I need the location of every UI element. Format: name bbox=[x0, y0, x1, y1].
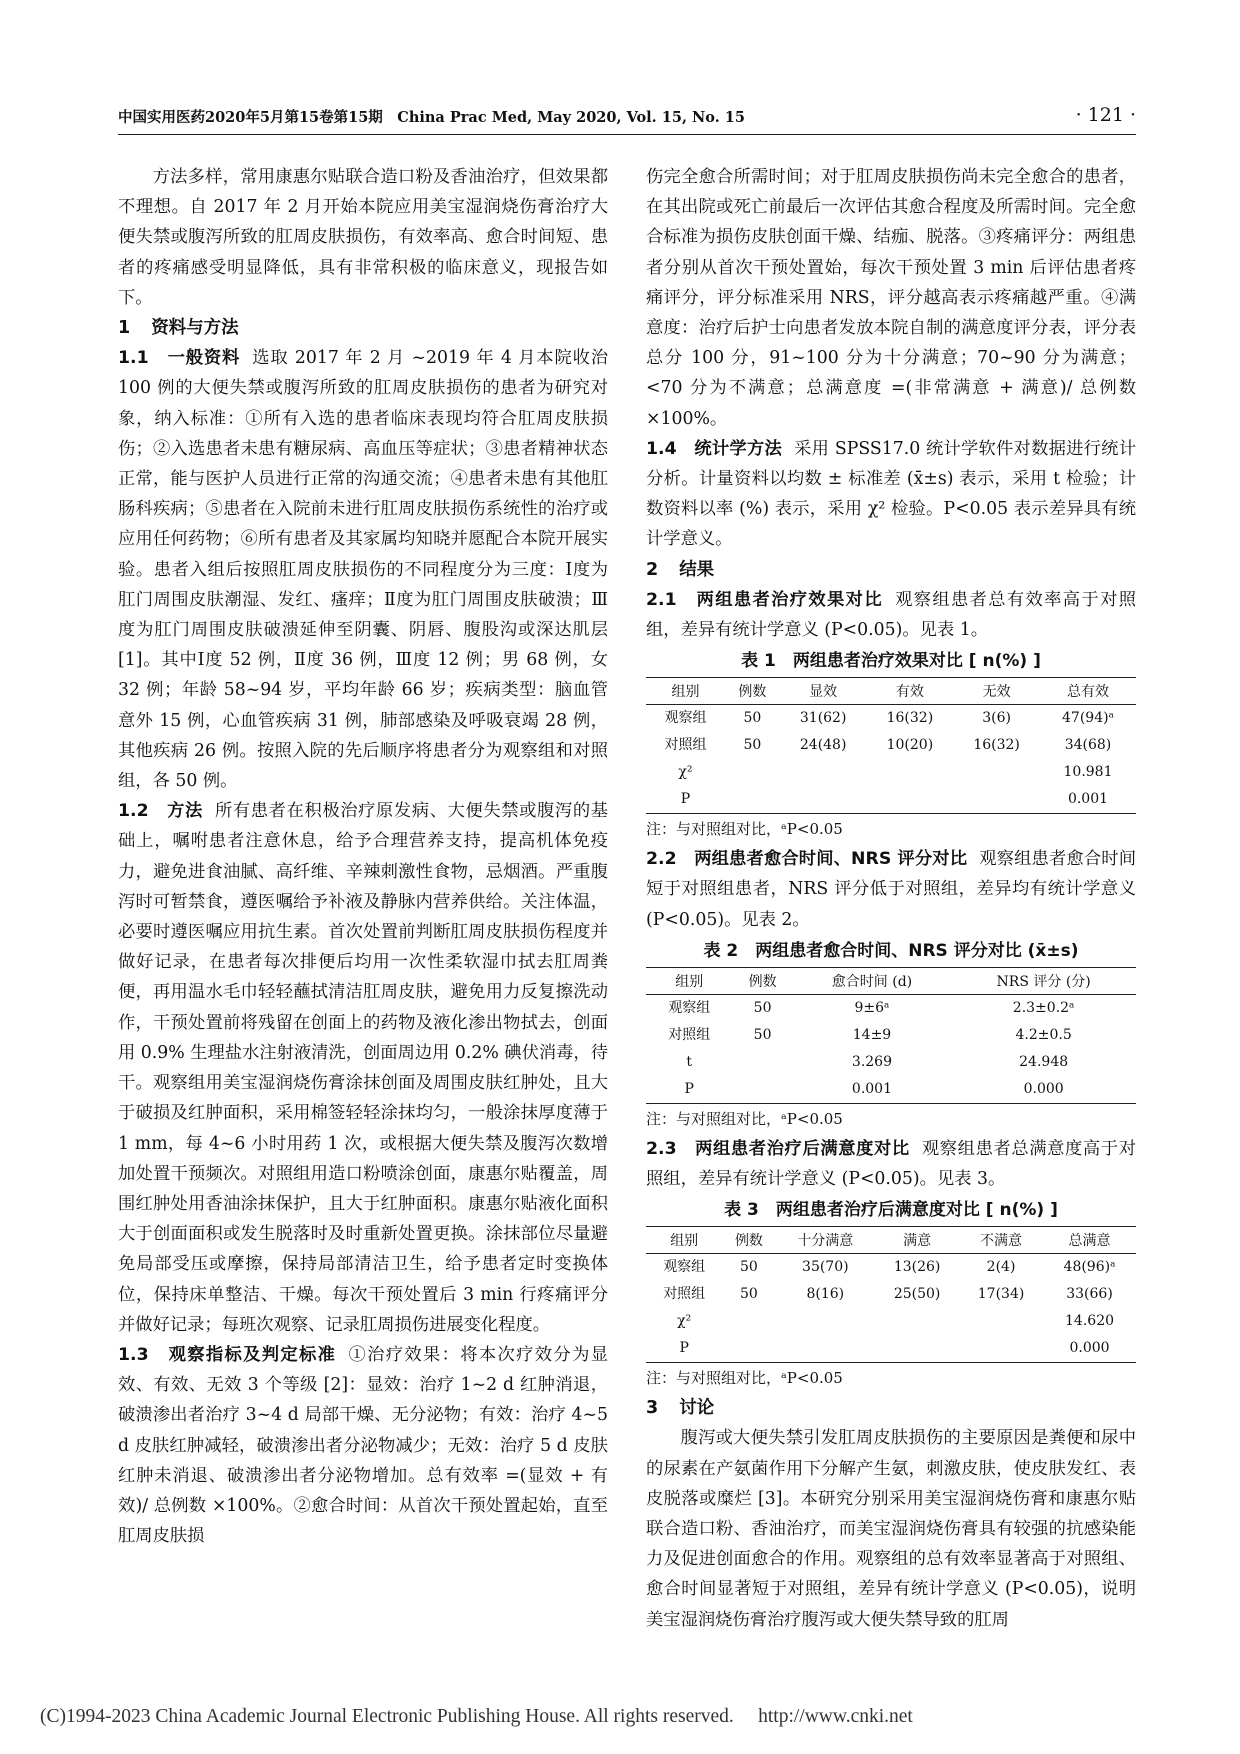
table-cell bbox=[725, 786, 780, 814]
table-3-note: 注：与对照组对比，ᵃP<0.05 bbox=[646, 1369, 843, 1388]
table-cell bbox=[867, 786, 954, 814]
table-3 bbox=[646, 1226, 1136, 1363]
section-3-heading: 3 讨论 bbox=[646, 1398, 715, 1419]
running-header bbox=[118, 104, 1136, 135]
section-1-2: 1.2 方法 所有患者在积极治疗原发病、大便失禁或腹泻的基础上，嘱咐患者注意休息，给予合理营养支持，提高机体免疫力，避免进食油腻、高纤维、辛辣刺激性食物，忌烟酒。严重腹泻时可暂禁食，遵医嘱给予补液及静脉内营养供给。关注体温，必要时遵医嘱应用抗生素。首次处置前判断肛周皮肤损伤程度并做好记录，在患者每次排便后均用一次性柔软湿巾拭去肛周粪便，再用温水毛巾轻轻蘸拭清洁肛周皮肤，避免用力反复擦洗动作，干预处置前将残留在创面上的药物及液化渗出物拭去，创面用 0.9% 生理盐水注射液清洗，创面周边用 0.2% 碘伏消毒，待干。观察组用美宝湿润烧伤膏涂抹创面及周围皮肤红肿处，且大于破损及红肿面积，采用棉签轻轻涂抹均匀，一般涂抹厚度薄于 1 mm，每 4~6 小时用药 1 次，或根据大便失禁及腹泻次数增加处置干预频次。对照组用造口粉喷涂创面，康惠尔贴覆盖，周围红肿处用香油涂抹保护，且大于红肿面积。康惠尔贴液化面积大于创面面积或发生脱落时及时重新处置更换。涂抹部位尽量避免局部受压或摩擦，保持局部清洁卫生，给予患者定时变换体位，保持床单整洁、干燥。每次干预处置后 3 min 行疼痛评分并做好记录；每班次观察、记录肛周损伤进展变化程度。 bbox=[118, 801, 608, 1335]
table-cell bbox=[875, 1335, 959, 1363]
table-cell: 35(70) bbox=[802, 1259, 849, 1276]
table-cell: 16(32) bbox=[886, 710, 934, 727]
table-cell bbox=[953, 759, 1040, 786]
table-row bbox=[646, 1281, 1136, 1308]
table-row bbox=[646, 1308, 1136, 1335]
table-row bbox=[646, 1335, 1136, 1363]
table-cell: 对照组 bbox=[663, 1286, 706, 1303]
table-2-body bbox=[646, 994, 1136, 1103]
table-cell: 观察组 bbox=[668, 999, 711, 1016]
table-cell: 17(34) bbox=[977, 1286, 1025, 1303]
table-cell: 10.981 bbox=[1063, 764, 1113, 781]
table-cell: 50 bbox=[740, 1286, 758, 1303]
table-cell bbox=[725, 759, 780, 786]
table-cell: 8(16) bbox=[806, 1286, 845, 1303]
copyright-footer: (C)1994-2023 China Academic Journal Electronic Publishing House. All rights reserved. http://www.cnki.net bbox=[40, 1706, 913, 1727]
section-2-heading: 2 结果 bbox=[646, 559, 715, 580]
table-cell: 0.001 bbox=[1067, 791, 1109, 808]
table-cell: 14.620 bbox=[1065, 1313, 1115, 1330]
table-cell: 25(50) bbox=[893, 1286, 941, 1303]
table-cell: 0.001 bbox=[851, 1080, 893, 1097]
table-1-note: 注：与对照组对比，ᵃP<0.05 bbox=[646, 820, 843, 839]
table-cell: 2(4) bbox=[986, 1259, 1016, 1276]
table-3-caption: 表 3 两组患者治疗后满意度对比 [ n(%) ] bbox=[724, 1200, 1058, 1221]
table-header-cell: 满意 bbox=[875, 1227, 959, 1254]
table-row bbox=[646, 1022, 1136, 1049]
table-header-cell: 总满意 bbox=[1043, 1227, 1136, 1254]
table-cell: 观察组 bbox=[663, 1259, 706, 1276]
section-1-4: 1.4 统计学方法 采用 SPSS17.0 统计学软件对数据进行统计分析。计量资料以均数 ± 标准差 (x̄±s) 表示，采用 t 检验；计数资料以率 (%) 表示，采用 χ² 检验。P<0.05 表示差异具有统计学意义。 bbox=[646, 438, 1136, 550]
table-cell bbox=[733, 1076, 793, 1104]
table-cell: 24.948 bbox=[1019, 1053, 1069, 1070]
intro-paragraph: 方法多样，常用康惠尔贴联合造口粉及香油治疗，但效果都不理想。自 2017 年 2 月开始本院应用美宝湿润烧伤膏治疗大便失禁或腹泻所致的肛周皮肤损伤，有效率高、愈合时间短、患者的疼痛感受明显降低，具有非常积极的临床意义，现报告如下。 bbox=[118, 167, 608, 308]
table-cell: 16(32) bbox=[973, 737, 1020, 754]
section-1-heading: 1 资料与方法 bbox=[118, 318, 239, 339]
table-header-cell: 组别 bbox=[646, 1227, 722, 1254]
table-2-note: 注：与对照组对比，ᵃP<0.05 bbox=[646, 1109, 843, 1128]
table-cell: 9±6ᵃ bbox=[854, 999, 890, 1016]
section-1-1: 1.1 一般资料 选取 2017 年 2 月 ~2019 年 4 月本院收治 100 例的大便失禁或腹泻所致的肛周皮肤损伤的患者为研究对象，纳入标准：①所有入选的患者临床表现均符合肛周皮肤损伤；②入选患者未患有糖尿病、高血压等症状；③患者精神状态正常，能与医护人员进行正常的沟通交流；④患者未患有其他肛肠科疾病；⑤患者在入院前未进行肛周皮肤损伤系统性的治疗或应用任何药物；⑥所有患者及其家属均知晓并愿配合本院开展实验。患者入组后按照肛周皮肤损伤的不同程度分为三度：Ⅰ度为肛门周围皮肤潮湿、发红、瘙痒；Ⅱ度为肛门周围皮肤破溃；Ⅲ度为肛门周围皮肤破溃延伸至阴囊、阴唇、腹股沟或深达肌层 [1]。其中Ⅰ度 52 例，Ⅱ度 36 例，Ⅲ度 12 例；男 68 例，女 32 例；年龄 58~94 岁，平均年龄 66 岁；疾病类型：脑血管意外 15 例，心血管疾病 31 例，肺部感染及呼吸衰竭 28 例，其他疾病 26 例。按照入院的先后顺序将患者分为观察组和对照组，各 50 例。 bbox=[118, 348, 608, 792]
table-header-cell: 有效 bbox=[867, 678, 954, 705]
table-cell: 31(62) bbox=[799, 710, 847, 727]
table-3-body bbox=[646, 1254, 1136, 1363]
table-cell bbox=[722, 1335, 775, 1363]
table-cell: 0.000 bbox=[1023, 1080, 1064, 1097]
table-cell bbox=[722, 1308, 775, 1335]
table-cell: 13(26) bbox=[893, 1259, 941, 1276]
table-cell: 14±9 bbox=[852, 1026, 892, 1043]
table-header-cell: 不满意 bbox=[959, 1227, 1043, 1254]
table-cell bbox=[875, 1308, 959, 1335]
table-cell: 33(66) bbox=[1066, 1286, 1113, 1303]
table-cell bbox=[953, 786, 1040, 814]
table-header-cell: 无效 bbox=[953, 678, 1040, 705]
table-header-cell: 例数 bbox=[722, 1227, 775, 1254]
table-cell: 34(68) bbox=[1064, 737, 1112, 754]
table-cell: 50 bbox=[753, 1026, 772, 1043]
continued-paragraph: 伤完全愈合所需时间；对于肛周皮肤损伤尚未完全愈合的患者，在其出院或死亡前最后一次评估其愈合程度及所需时间。完全愈合标准为损伤皮肤创面干燥、结痂、脱落。③疼痛评分：两组患者分别从首次干预处置始，每次干预处置 3 min 后评估患者疼痛评分，评分标准采用 NRS，评分越高表示疼痛越严重。④满意度：治疗后护士向患者发放本院自制的满意度评分表，评分表总分 100 分，91~100 分为十分满意；70~90 分为满意；<70 分为不满意；总满意度 =(非常满意 + 满意)/ 总例数 ×100%。 bbox=[646, 167, 1136, 429]
section-2-1: 2.1 两组患者治疗效果对比 观察组患者总有效率高于对照组，差异有统计学意义 (P<0.05)。见表 1。 bbox=[646, 589, 1136, 641]
table-2 bbox=[646, 967, 1136, 1104]
table-header-cell: 组别 bbox=[646, 678, 725, 705]
table-row bbox=[646, 1076, 1136, 1104]
table-cell: 对照组 bbox=[668, 1026, 711, 1043]
table-row bbox=[646, 786, 1136, 814]
table-header-cell: 组别 bbox=[646, 967, 733, 994]
table-cell: 3(6) bbox=[982, 710, 1011, 727]
section-2-3: 2.3 两组患者治疗后满意度对比 观察组患者总满意度高于对照组，差异有统计学意义 (P<0.05)。见表 3。 bbox=[646, 1138, 1136, 1190]
table-cell bbox=[959, 1335, 1043, 1363]
table-cell bbox=[959, 1308, 1043, 1335]
table-1-header-row bbox=[646, 678, 1136, 705]
table-row bbox=[646, 705, 1136, 733]
table-cell: P bbox=[679, 1340, 689, 1357]
table-2-header-row bbox=[646, 967, 1136, 994]
table-cell: 47(94)ᵃ bbox=[1062, 710, 1114, 727]
section-2-2: 2.2 两组患者愈合时间、NRS 评分对比 观察组患者愈合时间短于对照组患者，NRS 评分低于对照组，差异均有统计学意义 (P<0.05)。见表 2。 bbox=[646, 849, 1136, 930]
table-2-caption: 表 2 两组患者愈合时间、NRS 评分对比 (x̄±s) bbox=[703, 940, 1079, 961]
table-cell bbox=[776, 1335, 876, 1363]
table-cell: 50 bbox=[743, 710, 762, 727]
table-1 bbox=[646, 677, 1136, 814]
table-cell: 48(96)ᵃ bbox=[1063, 1259, 1116, 1276]
table-header-cell: 显效 bbox=[780, 678, 867, 705]
table-3-header-row bbox=[646, 1227, 1136, 1254]
table-cell: 50 bbox=[753, 999, 772, 1016]
table-cell: 0.000 bbox=[1069, 1340, 1110, 1357]
section-1-3: 1.3 观察指标及判定标准 ①治疗效果：将本次疗效分为显效、有效、无效 3 个等级 [2]：显效：治疗 1~2 d 红肿消退，破溃渗出者治疗 3~4 d 局部干燥、无分泌物；有效：治疗 4~5 d 皮肤红肿减轻，破溃渗出者分泌物减少；无效：治疗 5 d 皮肤红肿未消退、破溃渗出者分泌物增加。总有效率 =(显效 + 有效)/ 总例数 ×100%。②愈合时间：从首次干预处置起始，直至肛周皮肤损 bbox=[118, 1344, 608, 1547]
table-cell: 对照组 bbox=[664, 737, 707, 754]
table-cell bbox=[733, 1049, 793, 1076]
table-cell: P bbox=[684, 1080, 694, 1097]
table-cell: 24(48) bbox=[799, 737, 847, 754]
table-row bbox=[646, 1049, 1136, 1076]
table-cell bbox=[867, 759, 954, 786]
table-header-cell: 总有效 bbox=[1040, 678, 1136, 705]
table-header-cell: NRS 评分 (分) bbox=[951, 967, 1136, 994]
table-cell: P bbox=[680, 791, 691, 808]
table-row bbox=[646, 732, 1136, 759]
table-cell: 50 bbox=[740, 1259, 758, 1276]
table-cell bbox=[780, 759, 867, 786]
table-cell: 3.269 bbox=[851, 1053, 893, 1070]
table-cell: 2.3±0.2ᵃ bbox=[1012, 999, 1075, 1016]
table-header-cell: 例数 bbox=[733, 967, 793, 994]
table-cell: 50 bbox=[743, 737, 762, 754]
table-cell: χ² bbox=[677, 1313, 692, 1330]
table-cell: χ² bbox=[678, 764, 693, 781]
table-cell bbox=[780, 786, 867, 814]
table-header-cell: 例数 bbox=[725, 678, 780, 705]
table-header-cell: 愈合时间 (d) bbox=[793, 967, 952, 994]
table-header-cell: 十分满意 bbox=[776, 1227, 876, 1254]
table-1-caption: 表 1 两组患者治疗效果对比 [ n(%) ] bbox=[741, 651, 1041, 672]
table-row bbox=[646, 1254, 1136, 1282]
table-cell: t bbox=[686, 1053, 693, 1070]
right-column bbox=[646, 162, 1136, 1630]
table-cell bbox=[776, 1308, 876, 1335]
table-cell: 4.2±0.5 bbox=[1015, 1026, 1072, 1043]
section-3-text: 腹泻或大便失禁引发肛周皮肤损伤的主要原因是粪便和尿中的尿素在产氨菌作用下分解产生氨，刺激皮肤，使皮肤发红、表皮脱落或糜烂 [3]。本研究分别采用美宝湿润烧伤膏和康惠尔贴联合造口粉、香油治疗，而美宝湿润烧伤膏具有较强的抗感染能力及促进创面愈合的作用。观察组的总有效率显著高于对照组、愈合时间显著短于对照组，差异有统计学意义 (P<0.05)，说明美宝湿润烧伤膏治疗腹泻或大便失禁导致的肛周 bbox=[646, 1428, 1136, 1630]
left-column bbox=[118, 162, 608, 1602]
table-cell: 观察组 bbox=[664, 710, 707, 727]
journal-info: 中国实用医药2020年5月第15卷第15期 China Prac Med, May 2020, Vol. 15, No. 15 bbox=[118, 109, 745, 126]
table-row bbox=[646, 759, 1136, 786]
table-row bbox=[646, 994, 1136, 1022]
page-number: · 121 · bbox=[1075, 104, 1136, 126]
table-1-body bbox=[646, 705, 1136, 814]
table-cell: 10(20) bbox=[886, 737, 934, 754]
